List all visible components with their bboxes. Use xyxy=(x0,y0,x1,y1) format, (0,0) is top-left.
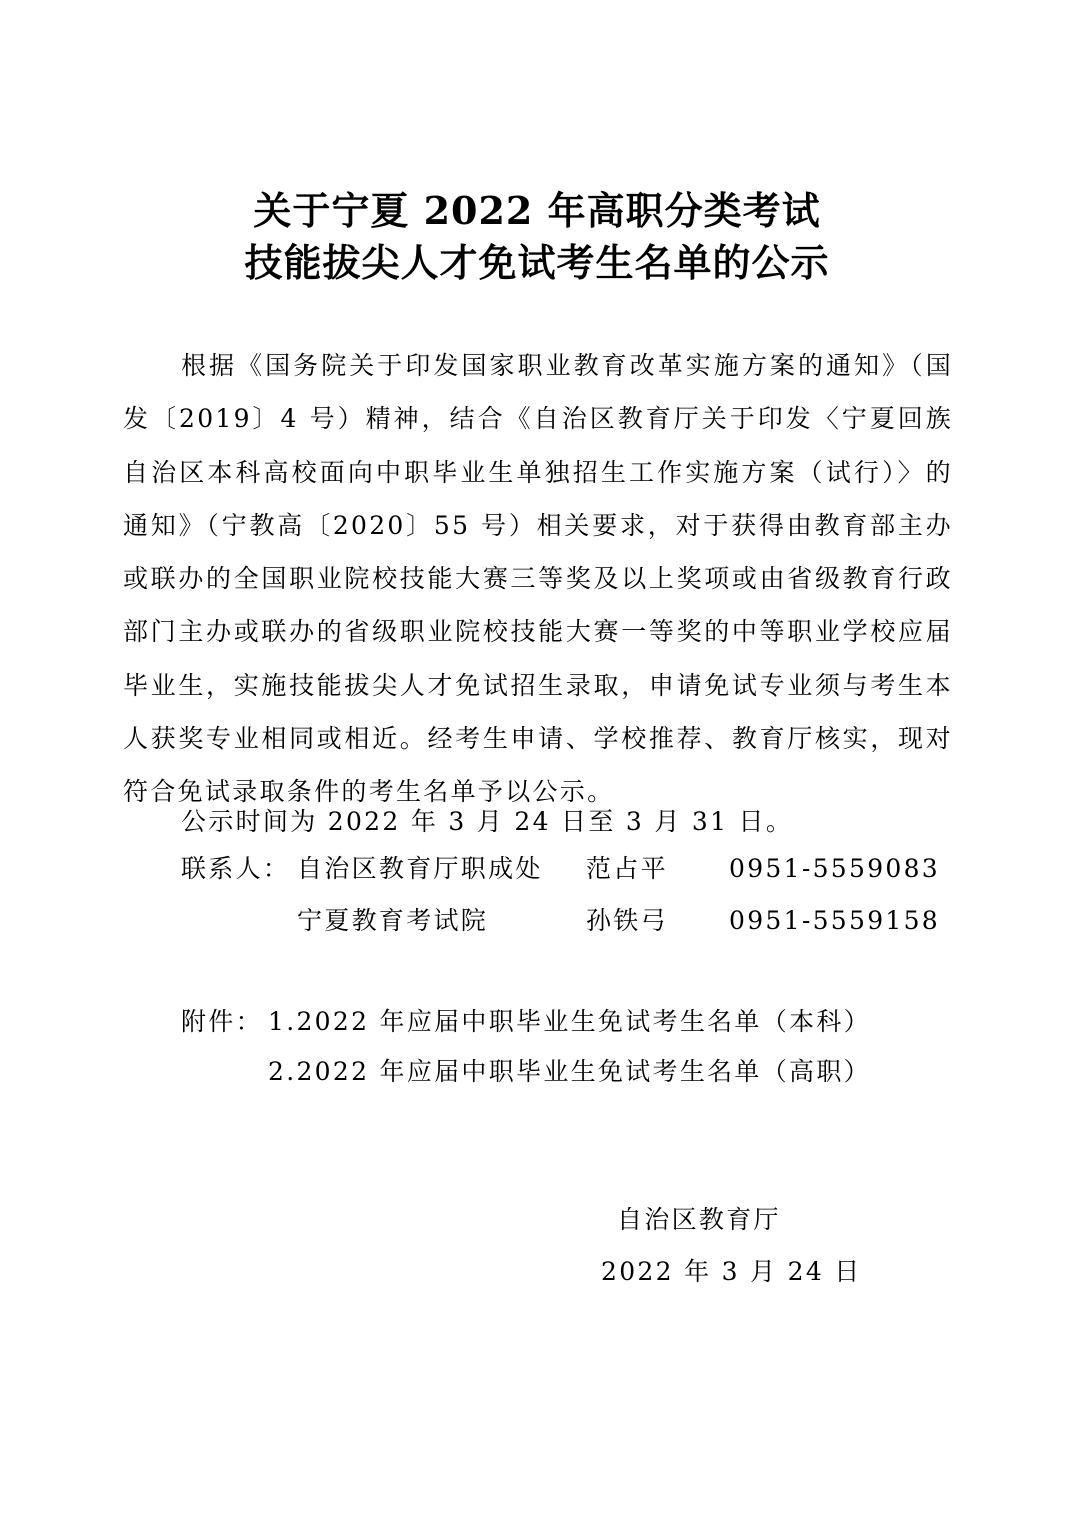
attachment-item: 1.2022 年应届中职毕业生免试考生名单（本科） xyxy=(268,1007,871,1036)
contact-org: 宁夏教育考试院 xyxy=(297,906,489,935)
contact-name: 孙铁弓 xyxy=(586,906,668,935)
contacts-label: 联系人： xyxy=(181,854,291,883)
contact-phone: 0951-5559158 xyxy=(729,906,941,935)
contact-org: 自治区教育厅职成处 xyxy=(297,854,543,883)
attachment-item: 2.2022 年应届中职毕业生免试考生名单（高职） xyxy=(268,1057,871,1086)
contact-phone: 0951-5559083 xyxy=(729,854,941,883)
signature-date: 2022 年 3 月 24 日 xyxy=(601,1257,862,1286)
document-body-paragraph: 根据《国务院关于印发国家职业教育改革实施方案的通知》（国发〔2019〕4 号）精神，结合《自治区教育厅关于印发〈宁夏回族自治区本科高校面向中职毕业生单独招生工作实施方案（试行）〉的通知》（宁教高〔2020〕55 号）相关要求，对于获得由教育部主办或联办的全国职业院校技能大赛三等奖及以上奖项或由省级教育行政部门主办或联办的省级职业院校技能大赛一等奖的中等职业学校应届毕业生，实施技能拔尖人才免试招生录取，申请免试专业须与考生本人获奖专业相同或相近。经考生申请、学校推荐、教育厅核实，现对符合免试录取条件的考生名单予以公示。 xyxy=(123,351,953,807)
contact-name: 范占平 xyxy=(586,854,668,883)
attachments-label: 附件： xyxy=(181,1007,263,1036)
document-title-line-1: 关于宁夏 2022 年高职分类考试 xyxy=(253,188,821,233)
notice-period: 公示时间为 2022 年 3 月 24 日至 3 月 31 日。 xyxy=(181,807,794,836)
signature-org: 自治区教育厅 xyxy=(617,1205,781,1234)
document-title-line-2: 技能拔尖人才免试考生名单的公示 xyxy=(244,240,830,285)
